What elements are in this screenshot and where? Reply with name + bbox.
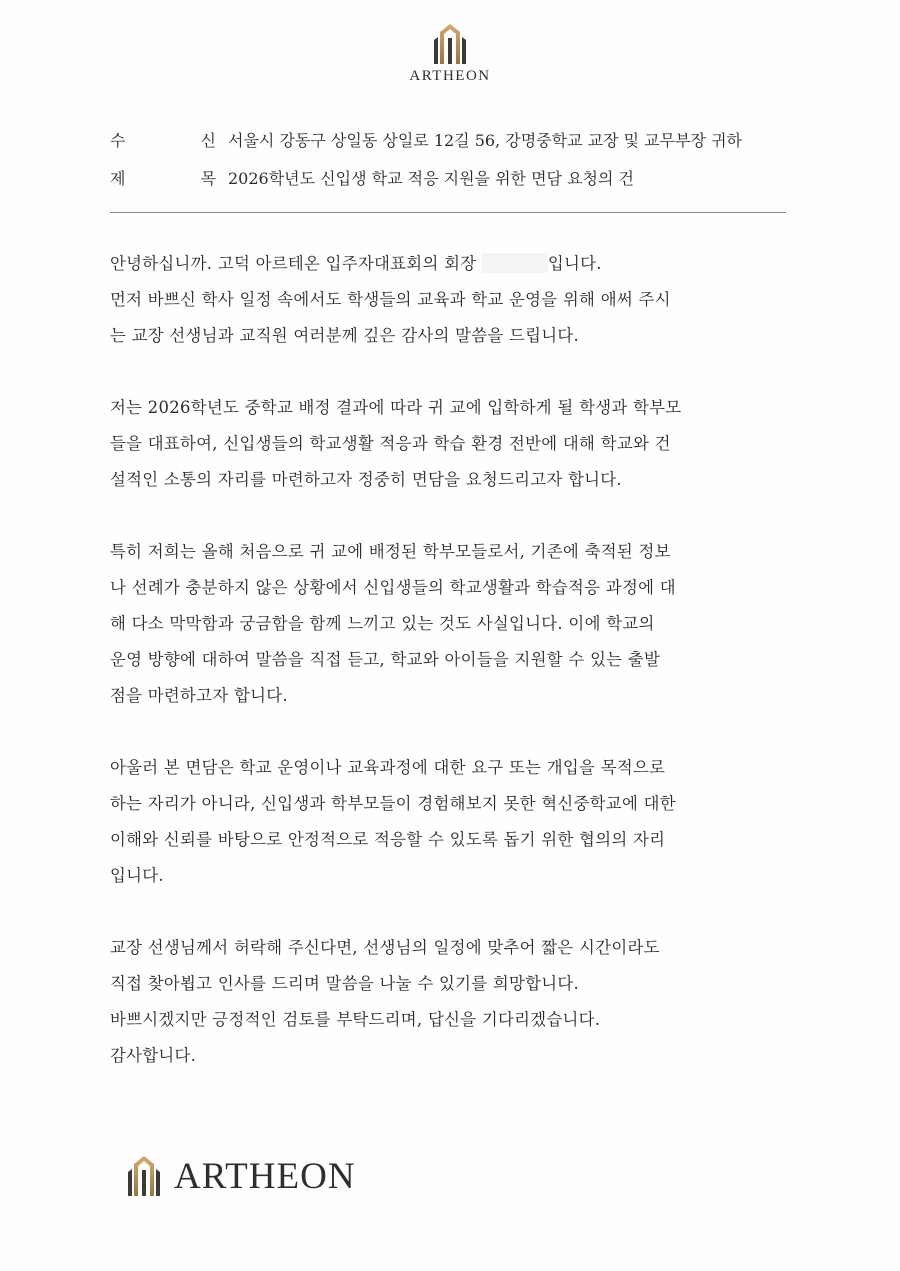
redacted-name xyxy=(482,253,548,273)
paragraph-clarification xyxy=(110,750,792,894)
text-line: 바쁘시겠지만 긍정적인 검토를 부탁드리며, 답신을 기다리겠습니다. xyxy=(110,1010,601,1029)
text-line: 아울러 본 면담은 학교 운영이나 교육과정에 대한 요구 또는 개입을 목적으로 xyxy=(110,758,666,777)
footer-logo xyxy=(124,1154,356,1198)
paragraph-background xyxy=(110,534,792,714)
text-line: 하는 자리가 아니라, 신입생과 학부모들이 경험해보지 못한 혁신중학교에 대한 xyxy=(110,794,676,813)
subject-row xyxy=(110,166,790,204)
paragraph-purpose xyxy=(110,390,792,498)
letter-body xyxy=(110,246,792,1110)
text-line: 감사합니다. xyxy=(110,1046,197,1065)
header-logo xyxy=(0,22,900,85)
artheon-logo-icon xyxy=(124,1154,164,1198)
text-line: 운영 방향에 대하여 말씀을 직접 듣고, 학교와 아이들을 지원할 수 있는 출발 xyxy=(110,650,661,669)
paragraph-closing xyxy=(110,930,792,1074)
subject-label: 제 목 xyxy=(110,169,216,188)
text-line: 교장 선생님께서 허락해 주신다면, 선생님의 일정에 맞추어 짧은 시간이라도 xyxy=(110,938,660,957)
text-line: 는 교장 선생님과 교직원 여러분께 깊은 감사의 말씀을 드립니다. xyxy=(110,326,580,345)
text-line: 들을 대표하여, 신입생들의 학교생활 적응과 학습 환경 전반에 대해 학교와 건 xyxy=(110,434,671,453)
text-line: 입니다. xyxy=(110,866,164,885)
header-brand-name: ARTHEON xyxy=(409,68,491,84)
text-line: 특히 저희는 올해 처음으로 귀 교에 배정된 학부모들로서, 기존에 축적된 정보 xyxy=(110,542,671,561)
text-line: 나 선례가 충분하지 않은 상황에서 신입생들의 학교생활과 학습적응 과정에 대 xyxy=(110,578,676,597)
letter-header-info xyxy=(110,128,790,204)
text-line: 이해와 신뢰를 바탕으로 안정적으로 적응할 수 있도록 돕기 위한 협의의 자리 xyxy=(110,830,666,849)
text-line: 설적인 소통의 자리를 마련하고자 정중히 면담을 요청드리고자 합니다. xyxy=(110,470,622,489)
header-divider xyxy=(110,212,786,213)
text-line: 해 다소 막막함과 궁금함을 함께 느끼고 있는 것도 사실입니다. 이에 학교의 xyxy=(110,614,655,633)
recipient-row xyxy=(110,128,790,166)
artheon-logo-icon xyxy=(430,22,470,66)
text-line: 저는 2026학년도 중학교 배정 결과에 따라 귀 교에 입학하게 될 학생과 학부모 xyxy=(110,398,682,417)
text-line: 직접 찾아뵙고 인사를 드리며 말씀을 나눌 수 있기를 희망합니다. xyxy=(110,974,580,993)
recipient-value: 서울시 강동구 상일동 상일로 12길 56, 강명중학교 교장 및 교무부장 귀하 xyxy=(228,131,742,150)
text-line: 안녕하십니까. 고덕 아르테온 입주자대표회의 회장 입니다. xyxy=(110,254,602,273)
text-line: 먼저 바쁘신 학사 일정 속에서도 학생들의 교육과 학교 운영을 위해 애써 주시 xyxy=(110,290,671,309)
recipient-label: 수 신 xyxy=(110,131,216,150)
paragraph-greeting xyxy=(110,246,792,354)
footer-brand-name: ARTHEON xyxy=(174,1155,356,1197)
text-line: 점을 마련하고자 합니다. xyxy=(110,686,288,705)
subject-value: 2026학년도 신입생 학교 적응 지원을 위한 면담 요청의 건 xyxy=(228,169,634,188)
